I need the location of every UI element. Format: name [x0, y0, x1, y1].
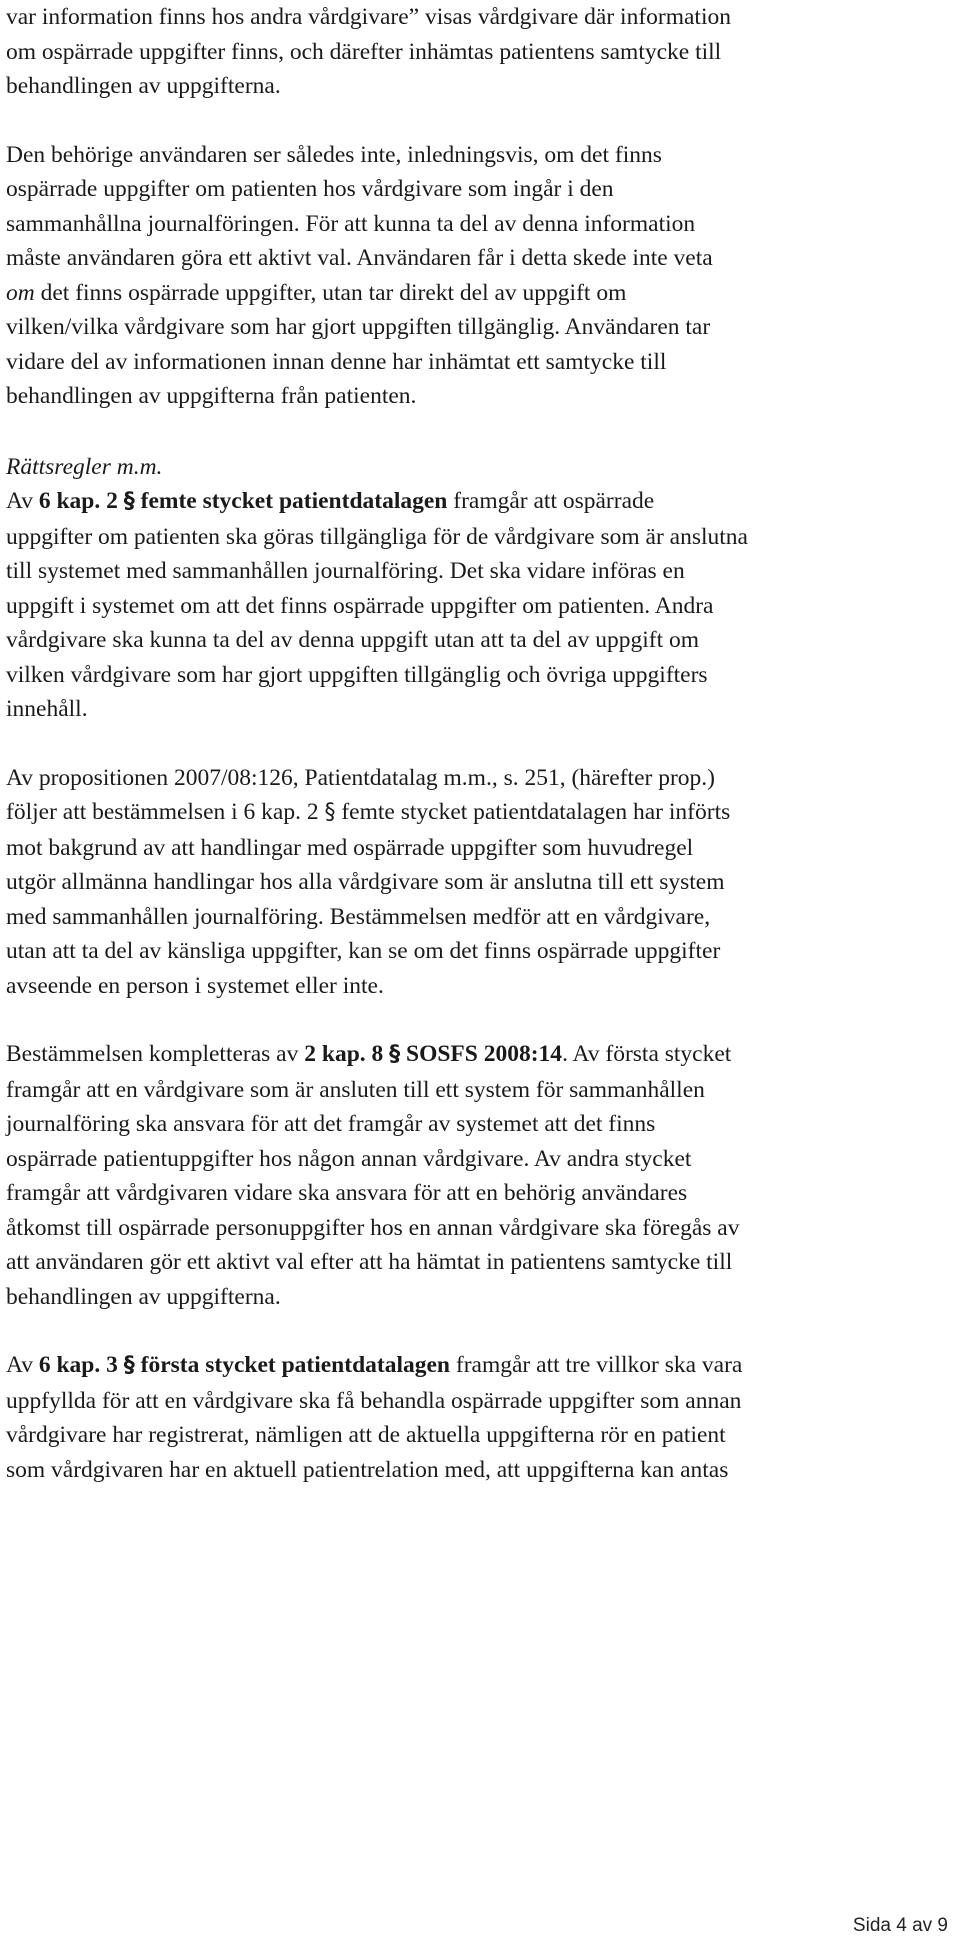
text-line: mot bakgrund av att handlingar med ospärrade uppgifter som huvudregel — [6, 834, 694, 861]
paragraph-gap — [0, 1003, 960, 1037]
text-line: journalföring ska ansvara för att det framgår av systemet att det finns — [6, 1111, 656, 1137]
paragraph-gap — [0, 727, 960, 761]
text-line: utgör allmänna handlingar hos alla vårdgivare som är anslutna till ett system — [6, 869, 725, 895]
text-line: framgår att vårdgivaren vidare ska ansvara för att en behörig användares — [6, 1180, 688, 1206]
text-run: Användaren får i detta skede inte veta — [351, 245, 713, 271]
text-line: innehåll. — [6, 696, 88, 722]
text-line: var information finns hos andra vårdgivare” visas vårdgivare där information — [6, 4, 731, 30]
text-run: framgår att tre villkor ska vara — [450, 1352, 743, 1378]
text-line: behandlingen av uppgifterna. — [6, 1283, 281, 1310]
text-line — [6, 241, 951, 276]
text-line — [6, 1142, 951, 1177]
text-run: För att kunna ta del av denna information — [299, 210, 696, 237]
text-line: vårdgivare har registrerat, nämligen att de aktuella uppgifterna rör en patient — [6, 1422, 726, 1448]
section-sign: § — [123, 489, 135, 514]
law-reference: 6 kap. 2 — [38, 488, 124, 514]
law-reference: SOSFS 2008:14 — [400, 1041, 563, 1067]
emphasis-text: om — [6, 279, 35, 306]
text-line: vidare del av informationen innan denne har inhämtat ett samtycke till — [6, 348, 667, 375]
section-sign: § — [123, 1353, 135, 1378]
text-run: Av andra stycket — [529, 1145, 692, 1172]
text-line: uppgifter om patienten ska göras tillgängliga för de vårdgivare som är anslutna — [6, 523, 748, 550]
text-run: Av — [6, 488, 39, 514]
paragraph-gap — [0, 414, 960, 448]
text-run: sammanhållna journalföringen. — [6, 210, 300, 237]
law-reference: 6 kap. 3 — [38, 1352, 124, 1378]
text-run: uppgift i systemet om att det finns ospärrade uppgifter om patienten. — [6, 592, 651, 619]
text-line: vilken vårdgivare som har gjort uppgiften tillgänglig och övriga uppgifters — [6, 661, 708, 688]
text-line: uppfyllda för att en vårdgivare ska få behandla ospärrade uppgifter som annan — [6, 1387, 742, 1414]
text-line — [6, 310, 951, 345]
text-run: Användaren tar — [560, 314, 711, 340]
text-run: vilken/vilka vårdgivare som har gjort uppgiften tillgänglig. — [6, 314, 561, 340]
text-line — [6, 276, 951, 311]
paragraph-6-kap-3 — [0, 1348, 951, 1487]
text-line — [6, 554, 951, 589]
law-reference: 2 kap. 8 — [304, 1041, 390, 1067]
text-line — [6, 900, 951, 935]
text-line — [6, 1348, 951, 1384]
paragraph-behorige-anvandaren — [0, 138, 951, 414]
text-line: Den behörige användaren ser således inte, inledningsvis, om det finns — [6, 141, 662, 168]
text-line: utan att ta del av känsliga uppgifter, kan se om det finns ospärrade uppgifter — [6, 938, 721, 964]
text-line — [6, 207, 951, 242]
text-run: följer att bestämmelsen i 6 kap. 2 — [6, 799, 325, 825]
section-heading-rattsregler: Rättsregler m.m. — [6, 453, 163, 480]
text-line: att användaren gör ett aktivt val efter att ha hämtat in patientens samtycke till — [6, 1249, 733, 1275]
text-run: till systemet med sammanhållen journalföring. — [6, 558, 444, 584]
text-line: behandlingen av uppgifterna. — [6, 73, 281, 99]
text-run: med sammanhållen journalföring. — [6, 903, 324, 930]
text-line: Av propositionen 2007/08:126, Patientdatalag m.m., s. 251, (härefter prop.) — [6, 764, 715, 791]
text-run: Det ska vidare införas en — [443, 558, 685, 584]
text-line — [6, 795, 951, 831]
text-run: Bestämmelsen kompletteras av — [6, 1041, 305, 1067]
text-run: Av — [6, 1352, 39, 1378]
text-run: Bestämmelsen medför att en vårdgivare, — [323, 903, 711, 930]
text-run: . Av första stycket — [562, 1041, 732, 1067]
text-run: ospärrade patientuppgifter hos någon annan vårdgivare. — [6, 1145, 530, 1172]
paragraph-continuation — [0, 0, 951, 104]
paragraph-propositionen — [0, 761, 951, 1004]
text-line: om ospärrade uppgifter finns, och därefter inhämtas patientens samtycke till — [6, 38, 722, 65]
text-run: Andra — [650, 592, 714, 619]
section-sign: § — [389, 1042, 401, 1067]
text-run: framgår att ospärrade — [447, 488, 655, 514]
text-line: ospärrade uppgifter om patienten hos vårdgivare som ingår i den — [6, 176, 614, 202]
text-line: behandlingen av uppgifterna från patienten. — [6, 383, 417, 409]
paragraph-gap — [0, 104, 960, 138]
text-run: det finns ospärrade uppgifter, utan tar direkt del av uppgift om — [34, 279, 627, 306]
text-line: som vårdgivaren har en aktuell patientrelation med, att uppgifterna kan antas — [6, 1456, 729, 1483]
law-reference: femte stycket patientdatalagen — [134, 488, 448, 514]
text-run: måste användaren göra ett aktivt val. — [6, 245, 352, 271]
text-line — [6, 1037, 951, 1073]
law-reference: första stycket patientdatalagen — [134, 1352, 451, 1378]
page-number: Sida 4 av 9 — [852, 1915, 948, 1936]
text-line — [6, 484, 951, 520]
text-line — [6, 589, 951, 624]
paragraph-sosfs — [0, 1037, 951, 1314]
paragraph-6-kap-2 — [0, 484, 951, 727]
text-line: åtkomst till ospärrade personuppgifter hos en annan vårdgivare ska föregås av — [6, 1214, 740, 1241]
text-line: avseende en person i systemet eller inte. — [6, 972, 384, 999]
text-run: femte stycket patientdatalagen har införts — [335, 799, 731, 825]
section-sign: § — [324, 800, 336, 825]
text-line: vårdgivare ska kunna ta del av denna uppgift utan att ta del av uppgift om — [6, 627, 700, 653]
text-line: framgår att en vårdgivare som är ansluten till ett system för sammanhållen — [6, 1076, 705, 1103]
paragraph-gap — [0, 1314, 960, 1348]
